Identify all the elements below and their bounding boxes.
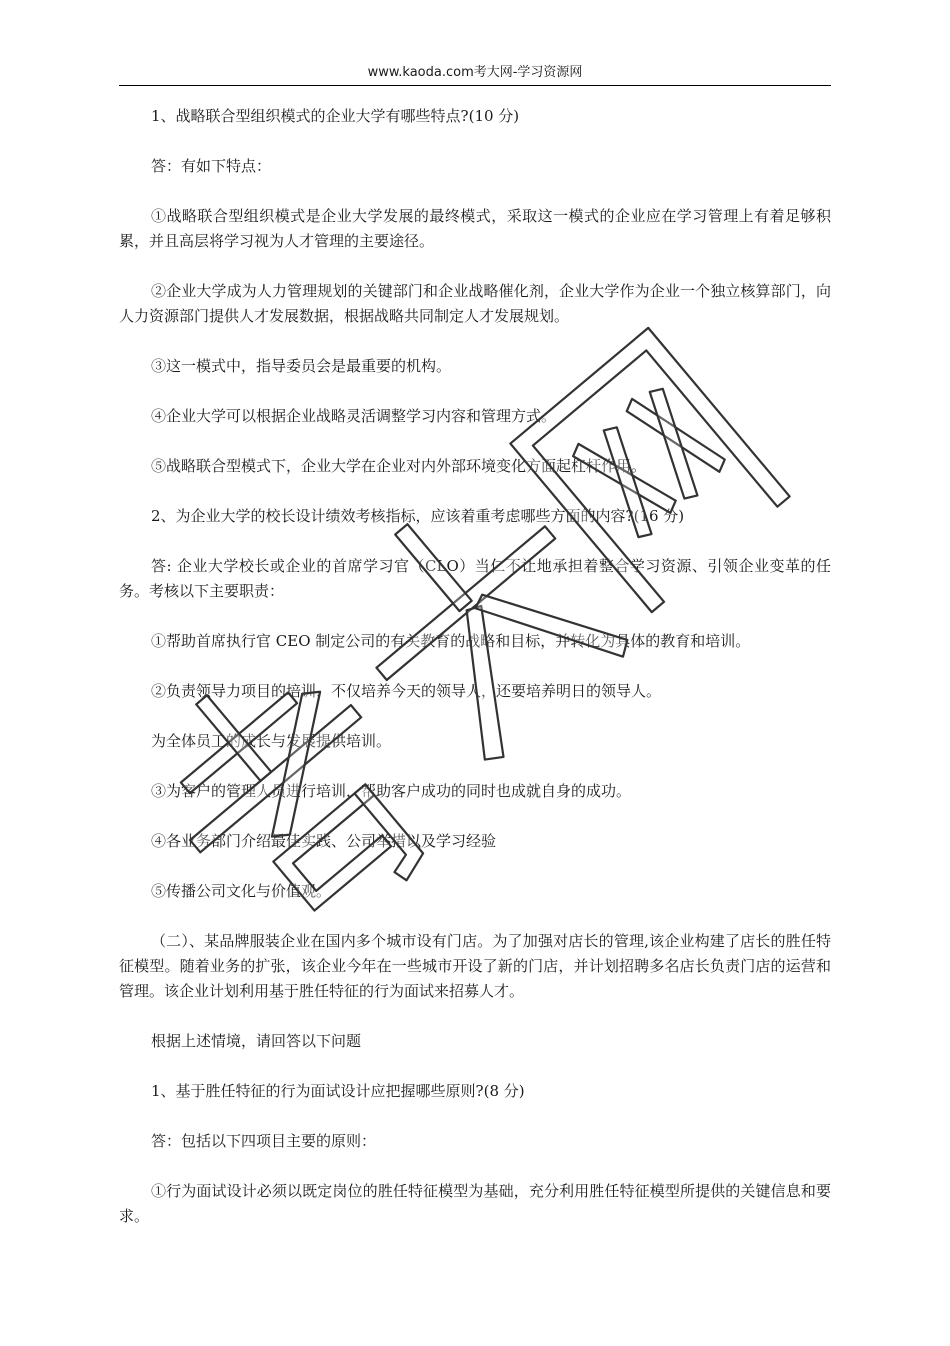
header-site: www.kaoda.com	[367, 65, 474, 80]
answer-1-point-3: ③这一模式中，指导委员会是最重要的机构。	[151, 357, 452, 375]
case-section-2: （二）、某品牌服装企业在国内多个城市设有门店。为了加强对店长的管理,该企业构建了店长的胜任特征模型。随着业务的扩张，该企业今年在一些城市开设了新的门店，并计划招聘多名店长负责门店的运营和管理。该企业计划利用基于胜任特征的行为面试来招募人才。	[119, 932, 831, 1000]
answer-1-point-4: ④企业大学可以根据企业战略灵活调整学习内容和管理方式。	[151, 407, 557, 425]
answer-2-point-4: ④各业务部门介绍最佳实践、公司举措以及学习经验	[151, 832, 497, 850]
answer-2-intro: 答: 企业大学校长或企业的首席学习官（CLO）当仁不让地承担着整合学习资源、引领企业变革的任务。考核以下主要职责：	[119, 557, 831, 600]
answer-1-point-1: ①战略联合型组织模式是企业大学发展的最终模式，采取这一模式的企业应在学习管理上有着足够积累，并且高层将学习视为人才管理的主要途径。	[119, 207, 831, 250]
answer-2-note: 为全体员工的成长与发展提供培训。	[151, 732, 392, 750]
question-1-heading: 1、战略联合型组织模式的企业大学有哪些特点?(10 分)	[151, 107, 520, 125]
answer-1-point-5: ⑤战略联合型模式下，企业大学在企业对内外部环境变化方面起杠杆作用。	[151, 457, 647, 475]
answer-1-intro: 答：有如下特点：	[151, 157, 272, 175]
question-3-heading: 1、基于胜任特征的行为面试设计应把握哪些原则?(8 分)	[151, 1082, 525, 1100]
header-title: 考大网-学习资源网	[473, 65, 583, 80]
answer-2-point-5: ⑤传播公司文化与价值观。	[151, 882, 332, 900]
answer-3-point-1: ①行为面试设计必须以既定岗位的胜任特征模型为基础，充分利用胜任特征模型所提供的关键信息和要求。	[119, 1182, 831, 1225]
answer-2-point-2: ②负责领导力项目的培训，不仅培养今天的领导人，还要培养明日的领导人。	[151, 682, 662, 700]
case-prompt: 根据上述情境，请回答以下问题	[151, 1032, 362, 1050]
document-body	[119, 104, 831, 1254]
question-2-heading: 2、为企业大学的校长设计绩效考核指标，应该着重考虑哪些方面的内容?(16 分)	[151, 507, 685, 525]
page-header	[119, 62, 831, 86]
answer-2-point-3: ③为客户的管理人员进行培训，帮助客户成功的同时也成就自身的成功。	[151, 782, 632, 800]
answer-3-intro: 答：包括以下四项目主要的原则：	[151, 1132, 377, 1150]
answer-2-point-1: ①帮助首席执行官 CEO 制定公司的有关教育的战略和目标，并转化为具体的教育和培训。	[151, 632, 751, 650]
answer-1-point-2: ②企业大学成为人力管理规划的关键部门和企业战略催化剂，企业大学作为企业一个独立核算部门，向人力资源部门提供人才发展数据，根据战略共同制定人才发展规划。	[119, 282, 831, 325]
